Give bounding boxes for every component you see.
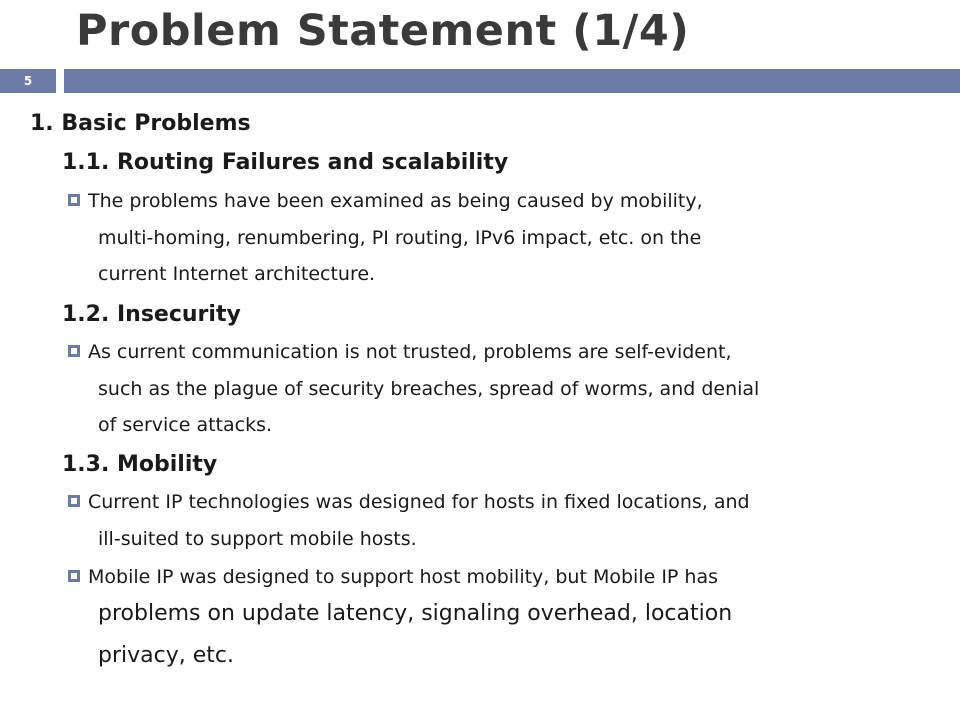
section-heading: 1. Basic Problems <box>30 111 251 136</box>
bullet-text-continued: of service attacks. <box>98 414 273 436</box>
bullet-item <box>68 491 750 513</box>
bullet-text: Mobile IP was designed to support host mobility, but Mobile IP has <box>88 566 719 588</box>
bullet-text-continued: problems on update latency, signaling overhead, location <box>98 601 733 626</box>
bullet-text: As current communication is not trusted, problems are self-evident, <box>88 341 732 363</box>
bullet-text-continued: privacy, etc. <box>98 643 234 668</box>
page-number: 5 <box>23 74 33 88</box>
bullet-text-continued: ill-suited to support mobile hosts. <box>98 528 417 550</box>
bullet-item <box>68 341 732 363</box>
bullet-item <box>68 566 718 588</box>
bullet-text-continued: current Internet architecture. <box>98 263 376 285</box>
bullet-text: Current IP technologies was designed for hosts in fixed locations, and <box>88 491 750 513</box>
bullet-text-continued: such as the plague of security breaches, spread of worms, and denial <box>98 378 760 400</box>
subsection-heading-routing: 1.1. Routing Failures and scalability <box>62 150 509 175</box>
bullet-text: The problems have been examined as being caused by mobility, <box>88 190 703 212</box>
slide-title: Problem Statement (1/4) <box>76 6 690 56</box>
square-bullet-icon <box>68 495 80 507</box>
square-bullet-icon <box>68 345 80 357</box>
bullet-item <box>68 190 703 212</box>
subsection-heading-insecurity: 1.2. Insecurity <box>62 302 241 327</box>
square-bullet-icon <box>68 570 80 582</box>
subsection-heading-mobility: 1.3. Mobility <box>62 452 218 477</box>
bullet-text-continued: multi-homing, renumbering, PI routing, IPv6 impact, etc. on the <box>98 227 702 249</box>
square-bullet-icon <box>68 194 80 206</box>
